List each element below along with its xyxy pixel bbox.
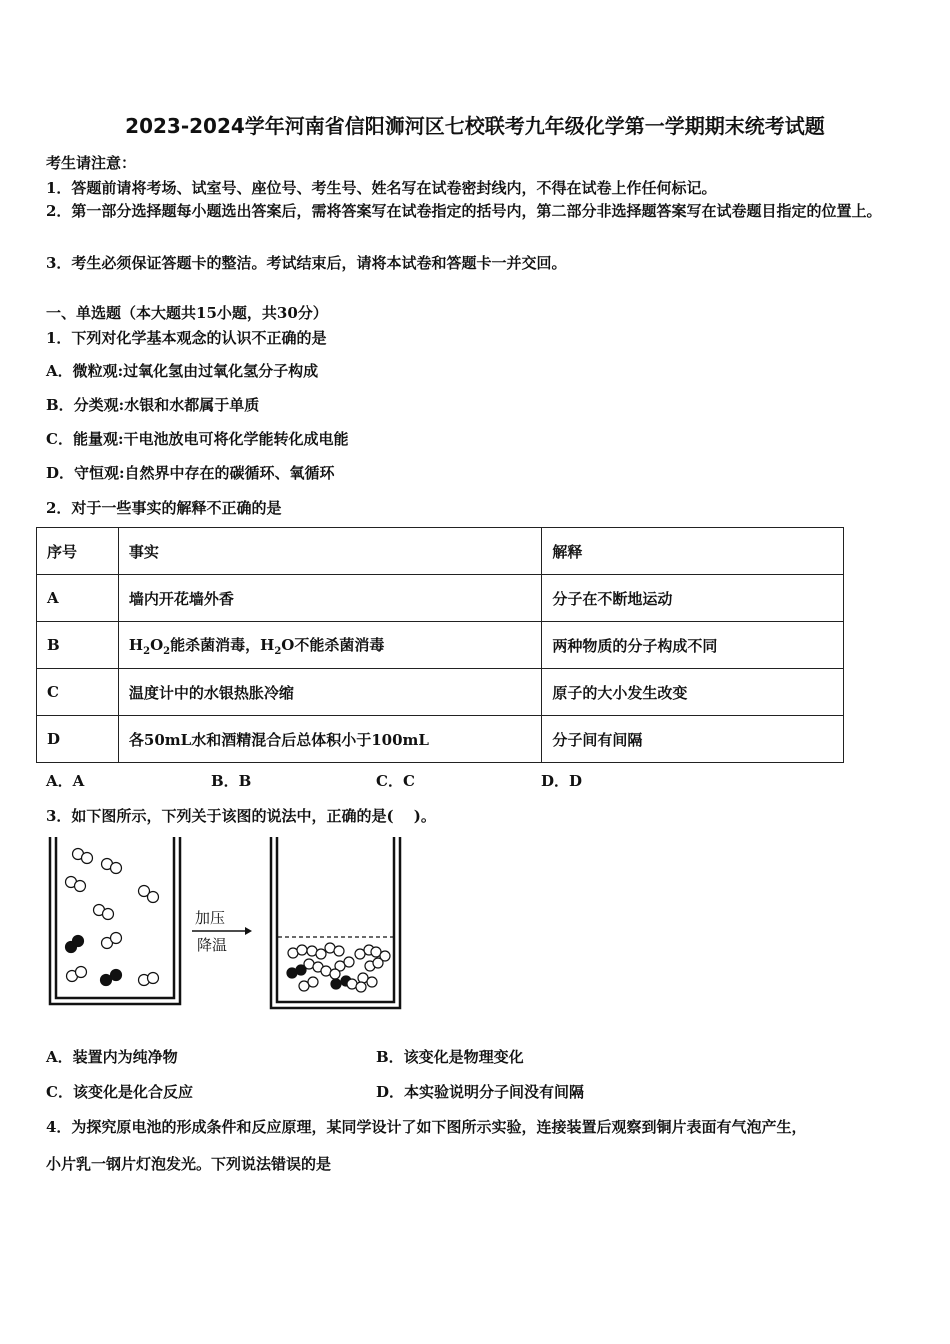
q1-option-c: C．能量观:干电池放电可将化学能转化成电能 bbox=[46, 430, 349, 448]
row-fact: 各50mL水和酒精混合后总体积小于100mL bbox=[118, 716, 541, 763]
section-heading: 一、单选题（本大题共15小题，共30分） bbox=[46, 304, 328, 322]
q3-option-b: B．该变化是物理变化 bbox=[376, 1048, 524, 1066]
subscript: 2 bbox=[143, 645, 151, 657]
notice-heading: 考生请注意： bbox=[46, 154, 137, 172]
table-row bbox=[37, 575, 844, 622]
q2-option-a: A．A bbox=[46, 772, 85, 790]
q3-option-d: D．本实验说明分子间没有间隔 bbox=[376, 1083, 585, 1101]
q2-option-d: D．D bbox=[541, 772, 583, 790]
arrow-label-top: 加压 bbox=[195, 909, 226, 927]
q2-stem: 2．对于一些事实的解释不正确的是 bbox=[46, 499, 282, 517]
left-molecules bbox=[66, 849, 159, 986]
q1-option-d: D．守恒观:自然界中存在的碳循环、氧循环 bbox=[46, 464, 335, 482]
header-id: 序号 bbox=[37, 528, 119, 575]
notice-item-3: 3．考生必须保证答题卡的整洁。考试结束后，请将本试卷和答题卡一并交回。 bbox=[46, 254, 567, 272]
header-explain: 解释 bbox=[542, 528, 844, 575]
right-molecules bbox=[287, 943, 390, 992]
q2-option-c: C．C bbox=[376, 772, 415, 790]
subscript: 2 bbox=[163, 645, 171, 657]
row-id: C bbox=[37, 669, 119, 716]
row-explain: 分子间有间隔 bbox=[542, 716, 844, 763]
row-explain: 原子的大小发生改变 bbox=[542, 669, 844, 716]
table-header-row bbox=[37, 528, 844, 575]
notice-item-2: 2．第一部分选择题每小题选出答案后，需将答案写在试卷指定的括号内，第二部分非选择题答案写在试卷题目指定的位置上。 bbox=[46, 202, 882, 220]
q3-stem: 3．如下图所示，下列关于该图的说法中，正确的是( )。 bbox=[46, 807, 436, 825]
notice-item-1: 1．答题前请将考场、试室号、座位号、考生号、姓名写在试卷密封线内，不得在试卷上作任何标记。 bbox=[46, 179, 717, 197]
exam-title: 2023-2024学年河南省信阳浉河区七校联考九年级化学第一学期期末统考试题 bbox=[125, 114, 825, 138]
row-id: A bbox=[37, 575, 119, 622]
row-explain: 两种物质的分子构成不同 bbox=[542, 622, 844, 669]
subscript: 2 bbox=[274, 645, 282, 657]
row-fact: 温度计中的水银热胀冷缩 bbox=[118, 669, 541, 716]
q2-table bbox=[36, 527, 844, 763]
q4-line-1: 4．为探究原电池的形成条件和反应原理，某同学设计了如下图所示实验，连接装置后观察到铜片表面有气泡产生， bbox=[46, 1118, 807, 1136]
row-fact bbox=[118, 622, 541, 669]
q2-option-b: B．B bbox=[211, 772, 252, 790]
row-fact: 墙内开花墙外香 bbox=[118, 575, 541, 622]
arrow-head-icon bbox=[245, 927, 252, 935]
q1-option-b: B．分类观:水银和水都属于单质 bbox=[46, 396, 260, 414]
row-id: B bbox=[37, 622, 119, 669]
fact-text: O bbox=[150, 635, 164, 654]
q3-option-c: C．该变化是化合反应 bbox=[46, 1083, 193, 1101]
q1-option-a: A．微粒观:过氧化氢由过氧化氢分子构成 bbox=[46, 362, 319, 380]
q3-figure bbox=[40, 832, 420, 1017]
q3-option-a: A．装置内为纯净物 bbox=[46, 1048, 178, 1066]
q4-line-2: 小片乳一钢片灯泡发光。下列说法错误的是 bbox=[46, 1155, 332, 1173]
table-row bbox=[37, 716, 844, 763]
fact-text: H bbox=[128, 635, 144, 654]
row-id: D bbox=[37, 716, 119, 763]
arrow-label-bottom: 降温 bbox=[197, 936, 228, 954]
table-row bbox=[37, 669, 844, 716]
fact-text: 能杀菌消毒，H bbox=[170, 635, 275, 654]
row-explain: 分子在不断地运动 bbox=[542, 575, 844, 622]
q1-stem: 1．下列对化学基本观念的认识不正确的是 bbox=[46, 329, 327, 347]
fact-text: O不能杀菌消毒 bbox=[281, 635, 385, 654]
table-row bbox=[37, 622, 844, 669]
header-fact: 事实 bbox=[118, 528, 541, 575]
